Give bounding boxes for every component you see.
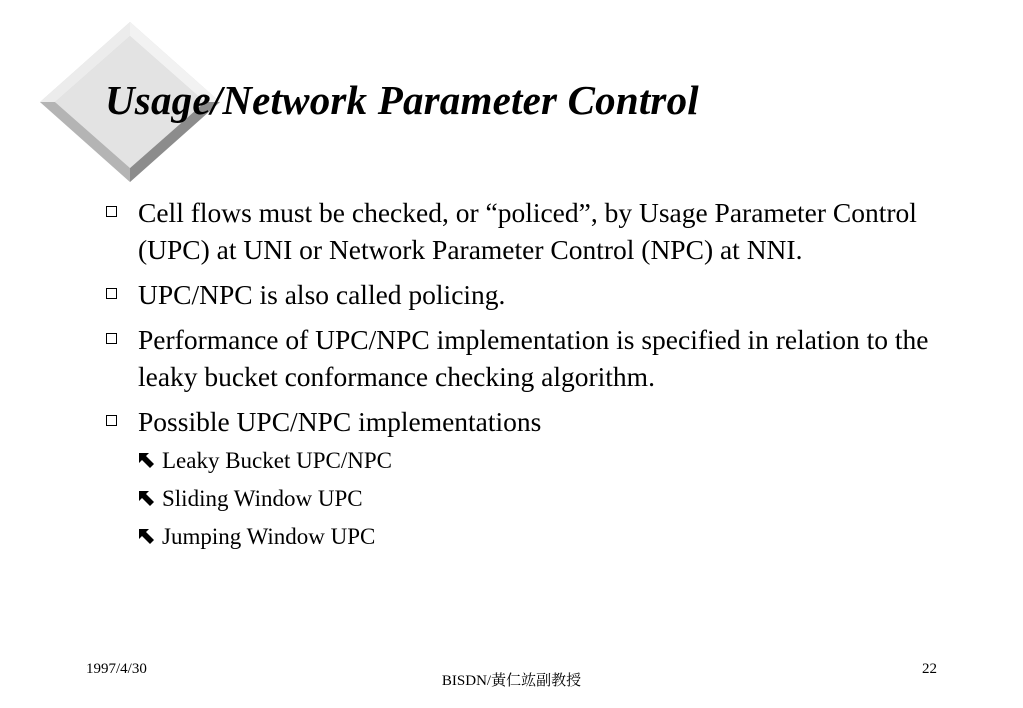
hollow-square-icon — [106, 206, 117, 217]
bullet-text: UPC/NPC is also called policing. — [138, 279, 506, 310]
bullet-text: Cell flows must be checked, or “policed”, by Usage Parameter Control (UPC) at UNI or Network Parameter Control (NPC) at NNI. — [138, 197, 917, 265]
hollow-square-icon — [106, 333, 117, 344]
arrow-up-left-icon — [138, 490, 156, 508]
footer-date: 1997/4/30 — [86, 661, 147, 677]
bullet-item — [104, 321, 964, 395]
slide-title: Usage/Network Parameter Control — [105, 77, 699, 123]
bullet-text: Possible UPC/NPC implementations — [138, 406, 542, 437]
sub-bullet-text: Jumping Window UPC — [162, 524, 376, 549]
sub-bullet-list — [138, 442, 964, 556]
bullet-item — [104, 403, 964, 556]
bullet-text: Performance of UPC/NPC implementation is specified in relation to the leaky bucket conformance checking algorithm. — [138, 324, 929, 392]
sub-bullet-item — [138, 480, 964, 518]
page-number: 22 — [922, 661, 937, 677]
footer-center-text: BISDN/黃仁竑副教授 — [441, 673, 582, 689]
bullet-list — [104, 194, 964, 564]
sub-bullet-item — [138, 442, 964, 480]
hollow-square-icon — [106, 288, 117, 299]
bullet-item — [104, 276, 964, 313]
sub-bullet-text: Sliding Window UPC — [162, 486, 363, 511]
bullet-item — [104, 194, 964, 268]
arrow-up-left-icon — [138, 528, 156, 546]
sub-bullet-text: Leaky Bucket UPC/NPC — [162, 448, 392, 473]
sub-bullet-item — [138, 518, 964, 556]
hollow-square-icon — [106, 415, 117, 426]
arrow-up-left-icon — [138, 452, 156, 470]
